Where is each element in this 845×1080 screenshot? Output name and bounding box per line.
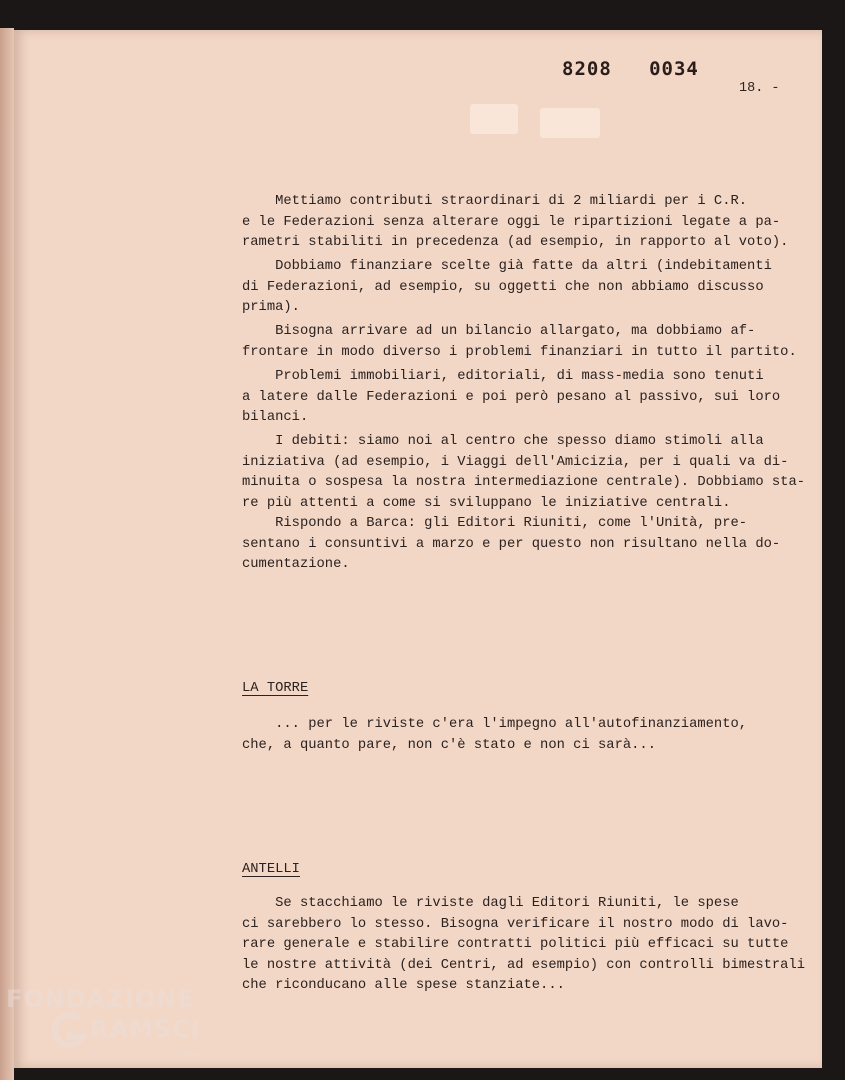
watermark-text: RAMSCI	[90, 1015, 201, 1043]
paragraph	[242, 322, 802, 363]
text-line: prima).	[242, 300, 300, 315]
text-line: Dobbiamo finanziare scelte già fatte da altri (indebitamenti	[242, 259, 772, 274]
faded-stamp	[470, 104, 518, 134]
text-line: che riconducano alle spese stanziate...	[242, 978, 565, 993]
archive-number: 8208 0034	[562, 58, 699, 80]
text-line: frontare in modo diverso i problemi finanziari in tutto il partito.	[242, 344, 797, 360]
text-line: le nostre attività (dei Centri, ad esempio) con controlli bimestrali	[242, 957, 806, 973]
text-line: re più attenti a come si sviluppano le iniziative centrali.	[242, 495, 731, 511]
text-line: Rispondo a Barca: gli Editori Riuniti, come l'Unità, pre-	[242, 516, 748, 531]
text-line: Se stacchiamo le riviste dagli Editori Riuniti, le spese	[242, 896, 739, 911]
faded-stamp	[540, 108, 600, 138]
watermark-subtext: onlus	[178, 1049, 203, 1059]
text-line: ci sarebbero lo stesso. Bisogna verificare il nostro modo di lavo-	[242, 916, 789, 932]
text-line: minuita o sospesa la nostra intermediazione centrale). Dobbiamo sta-	[242, 475, 806, 490]
text-line: e le Federazioni senza alterare oggi le ripartizioni legate a pa-	[242, 214, 781, 230]
text-line: ... per le riviste c'era l'impegno all'autofinanziamento,	[242, 717, 748, 732]
paragraph	[242, 715, 802, 756]
text-line: cumentazione.	[242, 557, 350, 572]
text-line: rare generale e stabilire contratti politici più efficaci su tutte	[242, 937, 789, 952]
adjacent-page-edge	[0, 28, 14, 1080]
text-line: di Federazioni, ad esempio, su oggetti che non abbiamo discusso	[242, 279, 764, 295]
paragraph	[242, 514, 802, 576]
text-line: a latere dalle Federazioni e poi però pesano al passivo, sui loro	[242, 389, 781, 405]
watermark-text: FONDAZIONE	[6, 985, 195, 1013]
page-number: 18. -	[739, 81, 780, 96]
paragraph	[242, 257, 802, 319]
text-line: Mettiamo contributi straordinari di 2 miliardi per i C.R.	[242, 194, 748, 209]
paragraph	[242, 192, 802, 254]
text-line: sentano i consuntivi a marzo e per questo non risultano nella do-	[242, 536, 781, 552]
paragraph	[242, 894, 806, 997]
speaker-name: LA TORRE	[242, 681, 309, 696]
text-line: rametri stabiliti in precedenza (ad esempio, in rapporto al voto).	[242, 235, 789, 250]
g-logo-icon	[46, 1007, 92, 1053]
watermark-logo	[6, 985, 216, 1075]
text-line: iniziativa (ad esempio, i Viaggi dell'Amicizia, per i quali va di-	[242, 454, 789, 470]
speaker-name: ANTELLI	[242, 862, 300, 877]
paragraph	[242, 367, 802, 429]
paragraph	[242, 432, 806, 514]
text-line: bilanci.	[242, 410, 309, 425]
text-line: Problemi immobiliari, editoriali, di mass-media sono tenuti	[242, 369, 764, 384]
text-line: che, a quanto pare, non c'è stato e non ci sarà...	[242, 737, 656, 753]
text-line: Bisogna arrivare ad un bilancio allargato, ma dobbiamo af-	[242, 324, 756, 339]
text-line: I debiti: siamo noi al centro che spesso diamo stimoli alla	[242, 434, 764, 449]
